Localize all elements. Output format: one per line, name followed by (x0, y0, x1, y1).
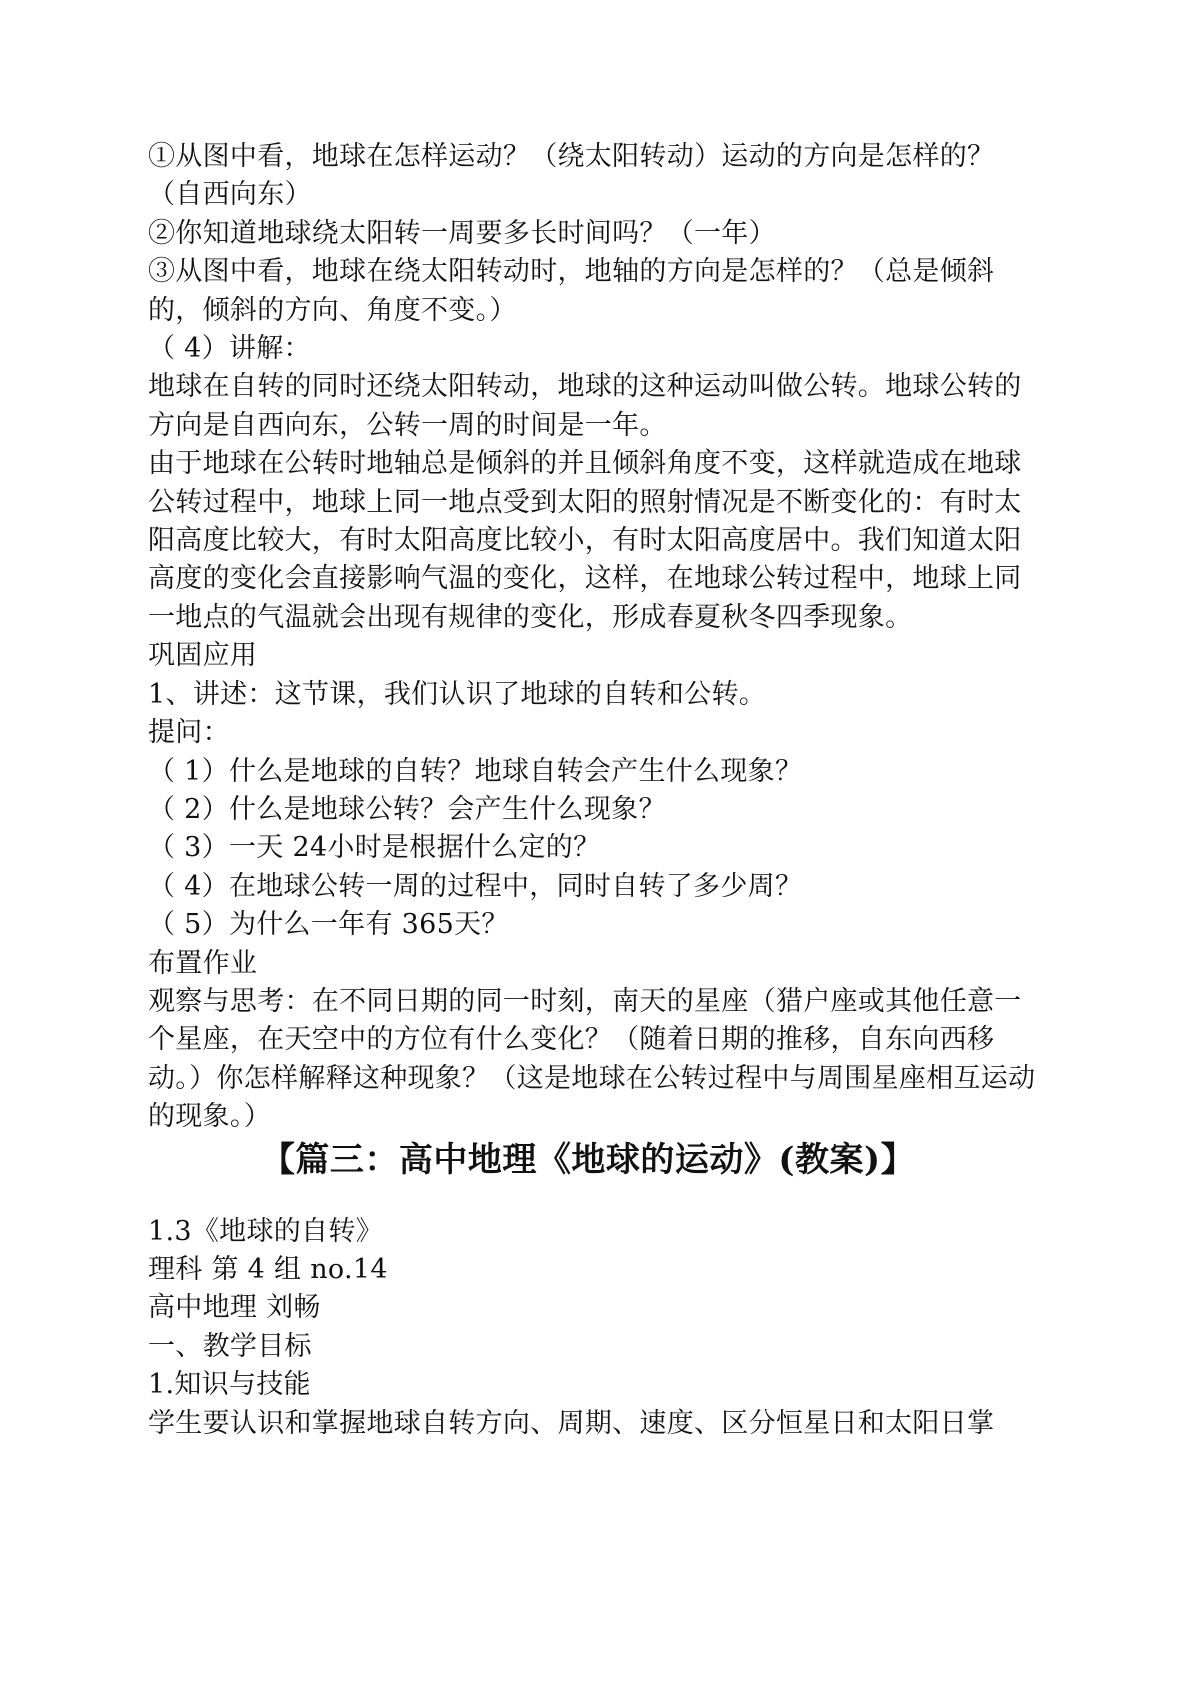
lesson-title: 1.3《地球的自转》 (148, 1215, 383, 1247)
homework-paragraph: 观察与思考：在不同日期的同一时刻，南天的星座（猎户座或其他任意一个星座，在天空中的方位有什么变化？（随着日期的推移，自东向西移动。）你怎样解释这种现象？（这是地球在公转过程中与周围星座相互运动的现象。） (148, 985, 1036, 1133)
review-question-5: （ 5）为什么一年有 365天？ (148, 909, 509, 941)
objectives-title: 一、教学目标 (148, 1330, 312, 1362)
document-page (148, 138, 1038, 1443)
review-question-3: （ 3）一天 24小时是根据什么定的？ (148, 832, 601, 864)
explanation-label: （ 4）讲解： (148, 333, 311, 365)
section-homework-title: 布置作业 (148, 947, 258, 979)
knowledge-skills-title: 1.知识与技能 (148, 1369, 311, 1401)
review-question-2: （ 2）什么是地球公转？会产生什么现象？ (148, 793, 666, 825)
class-group-line: 理科 第 4 组 no.14 (148, 1253, 388, 1285)
review-statement: 1、讲述：这节课，我们认识了地球的自转和公转。 (148, 678, 767, 710)
explanation-paragraph-1: 地球在自转的同时还绕太阳转动，地球的这种运动叫做公转。地球公转的方向是自西向东，公转一周的时间是一年。 (148, 371, 1022, 441)
explanation-paragraph-2: 由于地球在公转时地轴总是倾斜的并且倾斜角度不变，这样就造成在地球公转过程中，地球上同一地点受到太阳的照射情况是不断变化的：有时太阳高度比较大，有时太阳高度比较小，有时太阳高度居中。我们知道太阳高度的变化会直接影响气温的变化，这样，在地球公转过程中，地球上同一地点的气温就会出现有规律的变化，形成春夏秋冬四季现象。 (148, 448, 1022, 633)
question-2: ②你知道地球绕太阳转一周要多长时间吗？（一年） (148, 217, 776, 249)
question-1: ①从图中看，地球在怎样运动？（绕太阳转动）运动的方向是怎样的？（自西向东） (148, 141, 995, 211)
knowledge-skills-paragraph: 学生要认识和掌握地球自转方向、周期、速度、区分恒星日和太阳日掌 (148, 1407, 995, 1439)
questions-label: 提问： (148, 717, 230, 749)
review-question-4: （ 4）在地球公转一周的过程中，同时自转了多少周？ (148, 870, 803, 902)
review-question-1: （ 1）什么是地球的自转？地球自转会产生什么现象？ (148, 755, 803, 787)
author-line: 高中地理 刘畅 (148, 1292, 321, 1324)
section-consolidation-title: 巩固应用 (148, 640, 258, 672)
question-3: ③从图中看，地球在绕太阳转动时，地轴的方向是怎样的？（总是倾斜的，倾斜的方向、角度不变。） (148, 256, 995, 326)
chapter-heading: 【篇三：高中地理《地球的运动》(教案)】 (260, 1139, 916, 1180)
